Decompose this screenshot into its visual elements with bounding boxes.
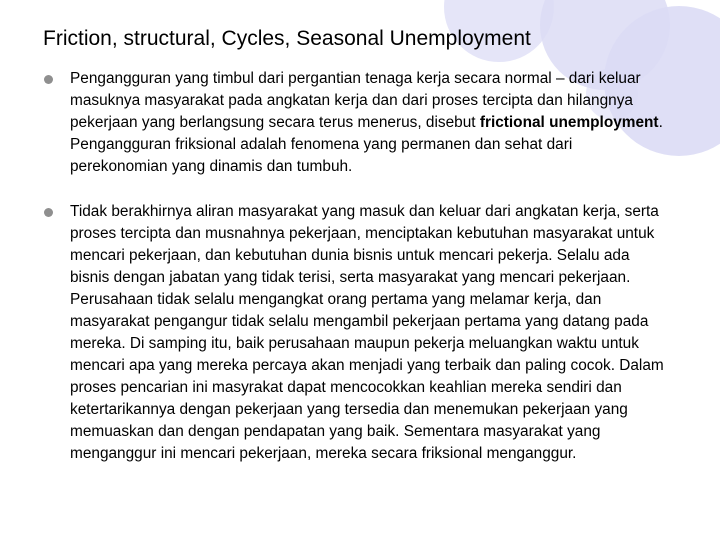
bullet-item-search xyxy=(0,201,670,465)
bullet-text-part: Pengangguran yang timbul dari pergantian tenaga kerja secara normal – dari keluar masuknya masyarakat pada angkatan kerja dan dari proses tercipta dan hilangnya pekerjaan yang berlangsung secara terus menerus, disebut xyxy=(70,70,641,131)
bullet-text: Tidak berakhirnya aliran masyarakat yang masuk dan keluar dari angkatan kerja, serta proses tercipta dan musnahnya pekerjaan, menciptakan kebutuhan masyarakat untuk mencari pekerjaan, dan kebutuhan dunia bisnis untuk mencari pekerja. Selalu ada bisnis dengan jabatan yang tidak terisi, serta masyarakat yang mencari pekerjaan. Perusahaan tidak selalu mengangkat orang pertama yang melamar kerja, dan masyarakat pengangur tidak selalu mengambil pekerjaan pertama yang datang pada mereka. Di samping itu, baik perusahaan maupun pekerja meluangkan waktu untuk mencari apa yang mereka percaya akan menjadi yang terbaik dan paling cocok. Dalam proses pencarian ini masyrakat dapat mencocokkan keahlian mereka sendiri dan ketertarikannya dengan pekerjaan yang tersedia dan menemukan pekerjaan yang memuaskan dan dengan pendapatan yang baik. Sementara masyarakat yang menganggur ini mencari pekerjaan, mereka secara friksional menganggur. xyxy=(70,203,664,462)
bullet-bold-term: frictional unemployment xyxy=(479,114,659,131)
circle-bullet-icon xyxy=(44,75,53,84)
bullet-item-frictional xyxy=(0,68,670,178)
bullet-text-part: . Pengangguran friksional adalah fenomena yang permanen dan sehat dari perekonomian yang dinamis dan tumbuh. xyxy=(70,114,663,175)
bullet-text xyxy=(70,68,670,178)
circle-bullet-icon xyxy=(44,208,53,217)
bullet-list xyxy=(0,68,720,465)
slide-title: Friction, structural, Cycles, Seasonal Unemployment xyxy=(43,27,531,50)
